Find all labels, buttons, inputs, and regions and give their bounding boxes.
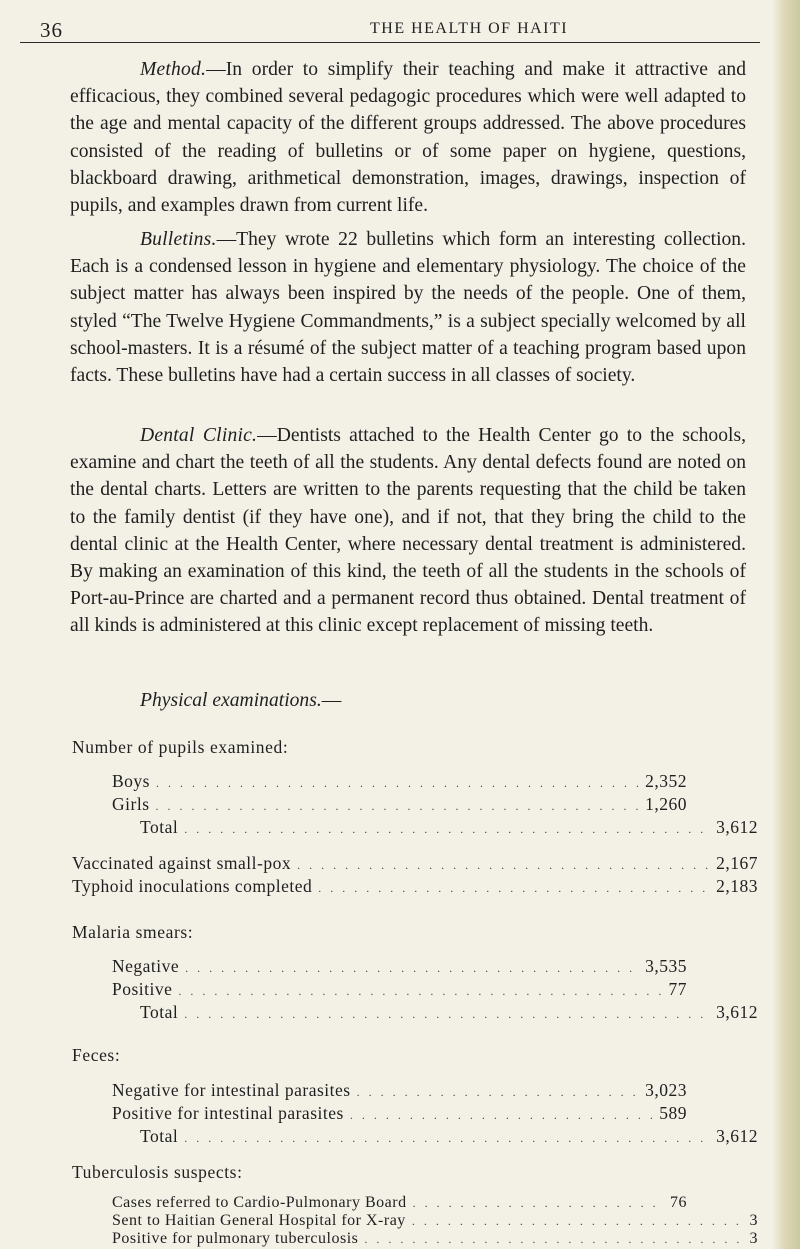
pupils-section-label: Number of pupils examined: (72, 737, 289, 757)
leader-dots (184, 822, 710, 837)
feces-section-label: Feces: (72, 1045, 121, 1065)
row-value: 2,167 (716, 853, 758, 873)
leader-dots (412, 1214, 744, 1229)
leader-dots (178, 984, 662, 999)
row-feces-positive (112, 1103, 687, 1125)
row-value: 3 (749, 1212, 758, 1229)
dental-text: —Dentists attached to the Health Center go to the schools, examine and chart the teeth of all the students. Any dental defects found are noted on the dental charts. Letters are written to the parents requesting that the child be taken to the family dentist (if they have one), and if not, that they bring the child to the dental clinic at the Health Center, where necessary dental treatment is administered. By making an examination of this kind, the teeth of all the students in the schools of Port-au-Prince are charted and a permanent record thus obtained. Dental treatment of all kinds is administered at this clinic except replacement of missing teeth. (70, 425, 746, 637)
leader-dots (350, 1108, 653, 1123)
row-label: Total (140, 1002, 179, 1022)
page-number: 36 (40, 18, 63, 42)
row-label: Boys (112, 771, 150, 791)
row-label: Positive (112, 979, 173, 999)
row-value: 3,612 (716, 1126, 758, 1146)
row-label: Vaccinated against small-pox (72, 853, 292, 873)
row-feces-negative (112, 1080, 687, 1102)
leader-dots (184, 1007, 710, 1022)
leader-dots (318, 881, 710, 896)
running-head: THE HEALTH OF HAITI (370, 20, 569, 37)
row-value: 3,612 (716, 817, 758, 837)
row-pupils-total (140, 817, 758, 839)
leader-dots (297, 858, 710, 873)
leader-dots (184, 1131, 710, 1146)
row-value: 1,260 (645, 794, 687, 814)
row-label: Positive for intestinal parasites (112, 1103, 344, 1123)
row-value: 76 (670, 1194, 687, 1211)
tb-section-label: Tuberculosis suspects: (72, 1162, 243, 1182)
leader-dots (364, 1232, 743, 1247)
row-value: 3,535 (645, 956, 687, 976)
row-boys (112, 771, 687, 793)
malaria-section-label: Malaria smears: (72, 922, 194, 942)
dental-heading: Dental Clinic. (140, 425, 258, 446)
row-label: Total (140, 1126, 179, 1146)
row-tb-xray (112, 1212, 758, 1230)
row-label: Girls (112, 794, 150, 814)
row-value: 589 (659, 1103, 687, 1123)
row-girls (112, 794, 687, 816)
leader-dots (156, 776, 639, 791)
row-tb-positive (112, 1230, 758, 1248)
method-paragraph (70, 56, 746, 219)
row-label: Total (140, 817, 179, 837)
row-value: 3 (749, 1230, 758, 1247)
row-vaccinated (72, 853, 758, 875)
physical-heading: Physical examinations. (140, 690, 322, 711)
physical-text: — (321, 690, 342, 711)
row-feces-total (140, 1126, 758, 1148)
bulletins-text: —They wrote 22 bulletins which form an interesting collection. Each is a condensed lesson in hygiene and elementary physiology. The choice of the subject matter has always been inspired by the needs of the people. One of them, styled “The Twelve Hygiene Commandments,” is a subject specially welcomed by all school-masters. It is a résumé of the subject matter of a teaching program based upon facts. These bulletins have had a certain success in all classes of society. (70, 229, 746, 387)
row-malaria-total (140, 1002, 758, 1024)
physical-paragraph (140, 690, 341, 712)
leader-dots (185, 961, 639, 976)
row-typhoid (72, 876, 758, 898)
row-label: Cases referred to Cardio-Pulmonary Board (112, 1194, 407, 1211)
row-label: Negative for intestinal parasites (112, 1080, 351, 1100)
row-label: Sent to Haitian General Hospital for X-ray (112, 1212, 406, 1229)
leader-dots (357, 1085, 640, 1100)
dental-paragraph (70, 422, 746, 640)
row-label: Negative (112, 956, 180, 976)
page-edge-shadow (772, 0, 800, 1249)
row-label: Positive for pulmonary tuberculosis (112, 1230, 359, 1247)
leader-dots (156, 799, 640, 814)
bulletins-paragraph (70, 226, 746, 389)
row-tb-referred (112, 1194, 687, 1212)
row-value: 2,183 (716, 876, 758, 896)
row-malaria-negative (112, 956, 687, 978)
leader-dots (413, 1196, 664, 1211)
row-malaria-positive (112, 979, 687, 1001)
method-text: —In order to simplify their teaching and make it attractive and efficacious, they combined several pedagogic procedures which were well adapted to the age and mental capacity of the different groups addressed. The above procedures consisted of the reading of bulletins or of some paper on hygiene, questions, blackboard drawing, arithmetical demonstration, images, drawings, inspection of pupils, and examples drawn from current life. (70, 59, 746, 217)
bulletins-heading: Bulletins. (140, 229, 217, 250)
row-label: Typhoid inoculations completed (72, 876, 313, 896)
row-value: 2,352 (645, 771, 687, 791)
row-value: 3,023 (645, 1080, 687, 1100)
page-header (20, 18, 760, 43)
row-value: 3,612 (716, 1002, 758, 1022)
method-heading: Method. (140, 59, 207, 80)
row-value: 77 (668, 979, 687, 999)
